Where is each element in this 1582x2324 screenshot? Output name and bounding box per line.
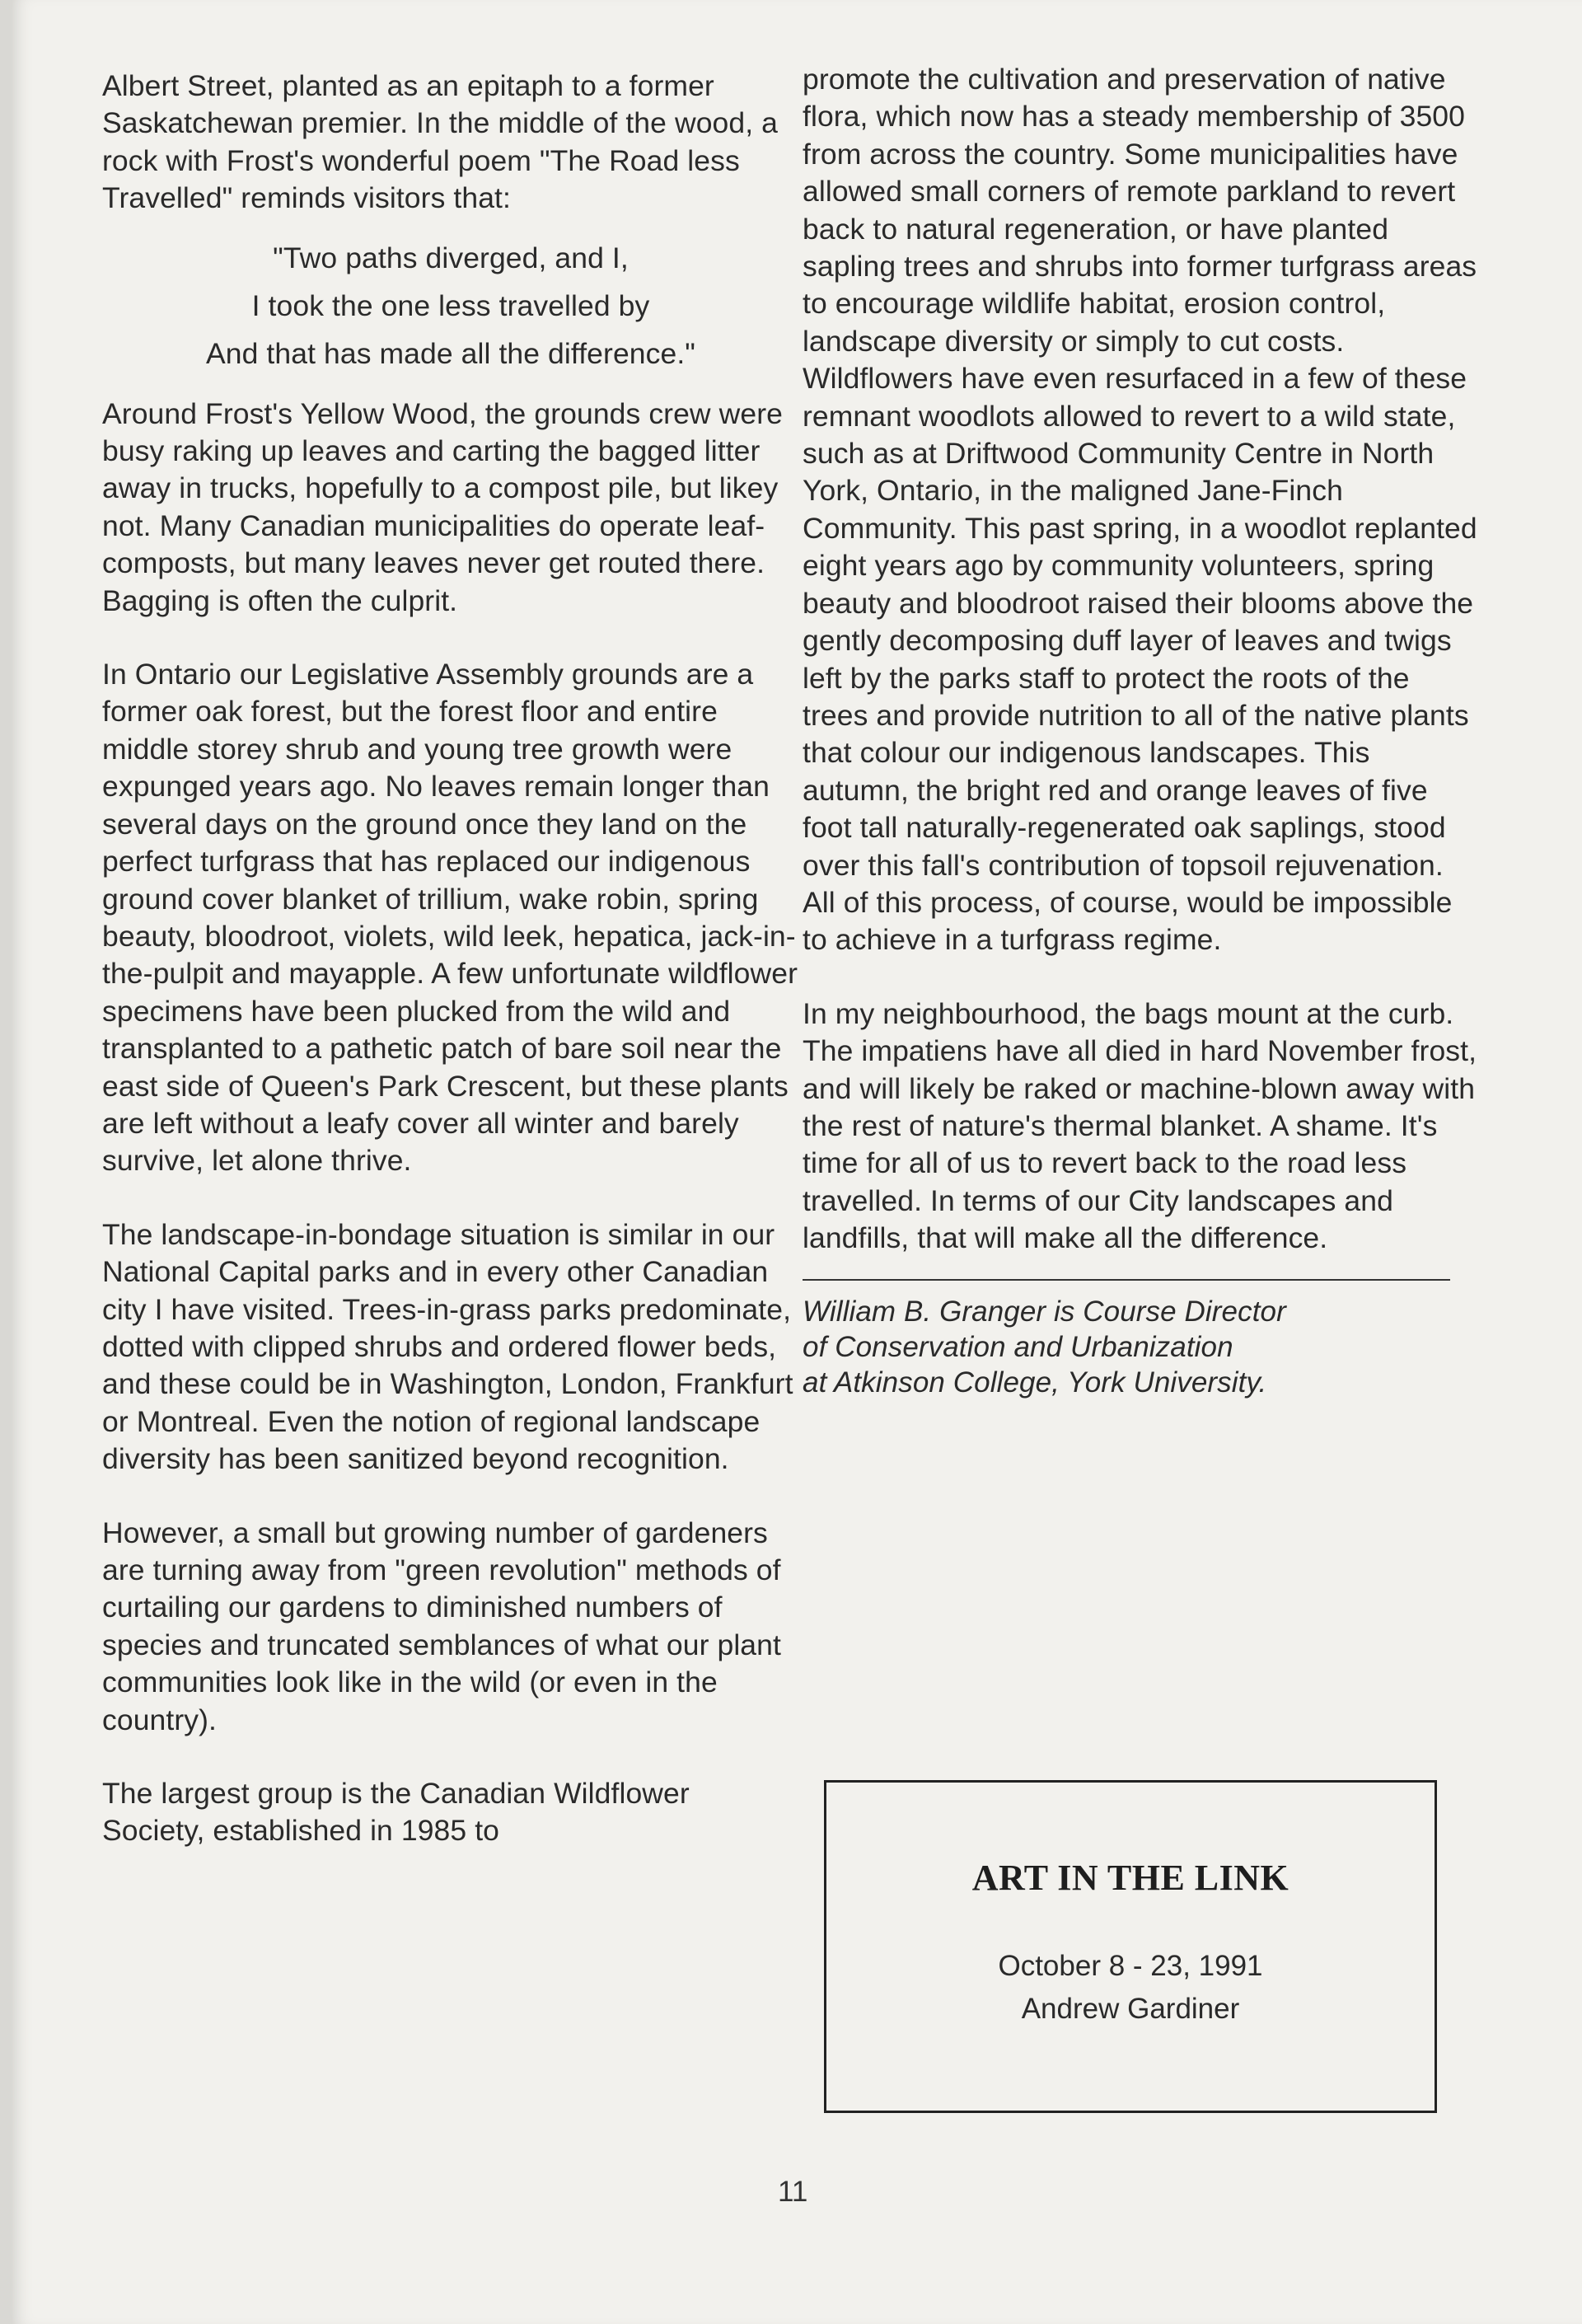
paragraph: Albert Street, planted as an epitaph to a former Saskatchewan premier. In the middle of the wood, a rock with Frost's wonderful poem "The Road less Travelled" reminds visitors that: (102, 69, 778, 215)
paragraph: The largest group is the Canadian Wildflower Society, established in 1985 to (102, 1777, 690, 1848)
quote-line: And that has made all the difference." (206, 336, 695, 370)
paragraph: Around Frost's Yellow Wood, the grounds crew were busy raking up leaves and carting the bagged litter away in trucks, hopefully to a compost pile, but likey not. Many Canadian municipalities do operate leaf-composts, but many leaves never get routed there. Bagging is often the culprit. (102, 396, 783, 617)
paragraph: However, a small but growing number of gardeners are turning away from "green revolution" methods of curtailing our gardens to diminished numbers of species and truncated semblances of what our plant communities look like in the wild (or even in the country). (102, 1516, 781, 1736)
author-bio (803, 1294, 1481, 1400)
bio-line: of Conservation and Urbanization (803, 1330, 1233, 1363)
announcement-artist: Andrew Gardiner (1021, 1993, 1240, 2025)
announcement-title: ART IN THE LINK (971, 1858, 1289, 1898)
paragraph: In Ontario our Legislative Assembly grounds are a former oak forest, but the forest floor and entire middle storey shrub and young tree growth were expunged years ago. No leaves remain longer than several days on the ground once they land on the perfect turfgrass that has replaced our indigenous ground cover blanket of trillium, wake robin, spring beauty, bloodroot, violets, wild leek, hepatica, jack-in-the-pulpit and mayapple. A few unfortunate wildflower specimens have been plucked from the wild and transplanted to a pathetic patch of bare soil near the east side of Queen's Park Crescent, but these plants are left without a leafy cover all winter and barely survive, let alone thrive. (102, 658, 798, 1178)
paragraph: promote the cultivation and preservation of native flora, which now has a steady membership of 3500 from across the country. Some municipalities have allowed small corners of remote parkland to revert back to natural regeneration, or have planted sapling trees and shrubs into former turfgrass areas to encourage wildlife habitat, erosion control, landscape diversity or simply to cut costs. Wildflowers have even resurfaced in a few of these remnant woodlots allowed to revert to a wild state, such as at Driftwood Community Centre in North York, Ontario, in the maligned Jane-Finch Community. This past spring, in a woodlot replanted eight years ago by community volunteers, spring beauty and bloodroot raised their blooms above the gently decomposing duff layer of leaves and twigs left by the parks staff to protect the roots of the trees and provide nutrition to all of the native plants that colour our indigenous landscapes. This autumn, the bright red and orange leaves of five foot tall naturally-regenerated oak saplings, stood over this fall's contribution of topsoil rejuvenation. All of this process, of course, would be impossible to achieve in a turfgrass regime. (803, 63, 1477, 957)
paragraph: The landscape-in-bondage situation is similar in our National Capital parks and in every other Canadian city I have visited. Trees-in-grass parks predominate, dotted with clipped shrubs and ordered flower beds, and these could be in Washington, London, Frankfurt or Montreal. Even the notion of regional landscape diversity has been sanitized beyond recognition. (102, 1217, 793, 1476)
bio-line: William B. Granger is Course Director (803, 1295, 1286, 1328)
right-column (803, 61, 1481, 1400)
document-page (12, 0, 1582, 2324)
announcement-dates: October 8 - 23, 1991 (998, 1950, 1263, 1982)
art-announcement-box (824, 1780, 1437, 2113)
quote-line: I took the one less travelled by (251, 288, 650, 322)
left-column (102, 68, 799, 1850)
divider (803, 1279, 1450, 1281)
bio-line: at Atkinson College, York University. (803, 1366, 1267, 1399)
paragraph: In my neighbourhood, the bags mount at the curb. The impatiens have all died in hard November frost, and will likely be raked or machine-blown away with the rest of nature's thermal blanket. A shame. It's time for all of us to revert back to the road less travelled. In terms of our City landscapes and landfills, that will make all the difference. (803, 996, 1477, 1255)
page-number: 11 (778, 2176, 808, 2208)
poem-quote (102, 234, 799, 377)
quote-line: "Two paths diverged, and I, (273, 241, 629, 274)
